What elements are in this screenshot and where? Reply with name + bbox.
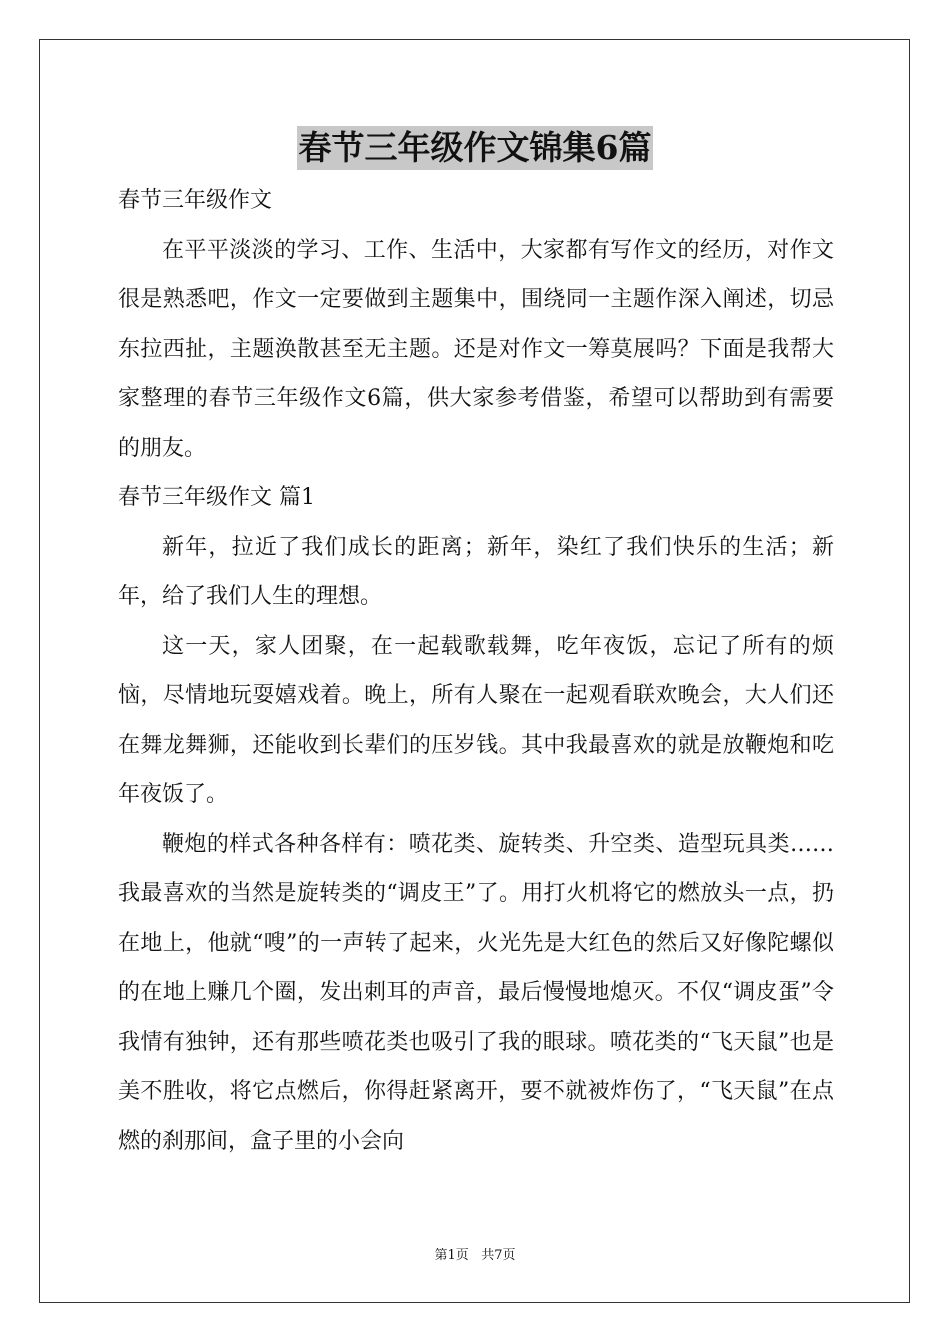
page-footer	[0, 1247, 950, 1265]
document-body	[118, 176, 834, 1166]
paragraph: 这一天，家人团聚，在一起载歌载舞，吃年夜饭，忘记了所有的烦恼，尽情地玩耍嬉戏着。晚上，所有人聚在一起观看联欢晚会，大人们还在舞龙舞狮，还能收到长辈们的压岁钱。其中我最喜欢的就是放鞭炮和吃年夜饭了。	[118, 633, 834, 807]
section-heading: 春节三年级作文 篇1	[118, 485, 315, 510]
page-number: 第1页	[434, 1248, 469, 1263]
paragraph: 鞭炮的样式各种各样有：喷花类、旋转类、升空类、造型玩具类……我最喜欢的当然是旋转类的“调皮王”了。用打火机将它的燃放头一点，扔在地上，他就“嗖”的一声转了起来，火光先是大红色的然后又好像陀螺似的在地上赚几个圈，发出刺耳的声音，最后慢慢地熄灭。不仅“调皮蛋”令我情有独钟，还有那些喷花类也吸引了我的眼球。喷花类的“飞天鼠”也是美不胜收，将它点燃后，你得赶紧离开，要不就被炸伤了，“飞天鼠”在点燃的刹那间，盒子里的小会向	[118, 831, 834, 1154]
title-container	[0, 126, 950, 170]
total-pages: 共7页	[481, 1248, 516, 1263]
subtitle: 春节三年级作文	[118, 188, 273, 213]
document-title: 春节三年级作文锦集6篇	[297, 126, 654, 170]
footer-spacer	[469, 1248, 481, 1263]
intro-paragraph: 在平平淡淡的学习、工作、生活中，大家都有写作文的经历，对作文很是熟悉吧，作文一定要做到主题集中，围绕同一主题作深入阐述，切忌东拉西扯，主题涣散甚至无主题。还是对作文一筹莫展吗？下面是我帮大家整理的春节三年级作文6篇，供大家参考借鉴，希望可以帮助到有需要的朋友。	[118, 237, 834, 461]
paragraph: 新年，拉近了我们成长的距离；新年，染红了我们快乐的生活；新年，给了我们人生的理想。	[118, 534, 834, 609]
